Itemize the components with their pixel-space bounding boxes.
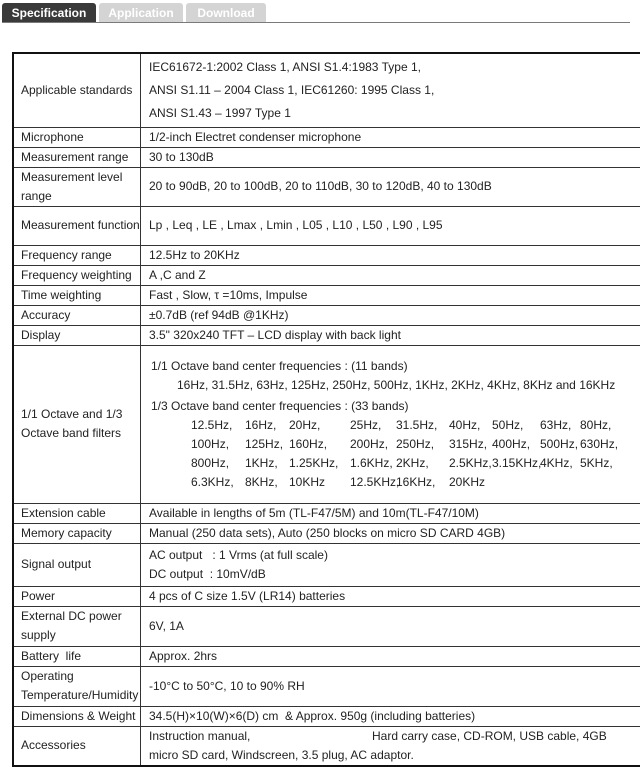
spec-label: 1/1 Octave and 1/3 Octave band filters	[13, 345, 141, 503]
third-octave-row: 6.3KHz, 8KHz, 10KHz 12.5KHz, 16KHz, 20KHz	[149, 473, 640, 492]
spec-label: Time weighting	[13, 285, 141, 305]
table-row	[13, 706, 640, 726]
table-row	[13, 206, 640, 245]
spec-label: Display	[13, 325, 141, 345]
spec-label: Applicable standards	[13, 53, 141, 127]
spec-table	[12, 52, 640, 767]
spec-table-wrapper	[12, 52, 640, 767]
table-row	[13, 726, 640, 766]
table-row	[13, 503, 640, 523]
table-row	[13, 53, 640, 127]
table-row	[13, 523, 640, 543]
tab-specification[interactable]: Specification	[2, 3, 96, 23]
spec-label: Microphone	[13, 127, 141, 147]
spec-value: 6V, 1A	[141, 606, 640, 646]
spec-value: Available in lengths of 5m (TL-F47/5M) and 10m(TL-F47/10M)	[141, 503, 640, 523]
spec-label: Measurement range	[13, 147, 141, 167]
tab-bar	[0, 0, 640, 24]
spec-value: AC output : 1 Vrms (at full scale) DC output : 10mV/dB	[141, 543, 640, 586]
spec-value: 30 to 130dB	[141, 147, 640, 167]
spec-label: Accessories	[13, 726, 141, 766]
spec-value: 34.5(H)×10(W)×6(D) cm & Approx. 950g (including batteries)	[141, 706, 640, 726]
table-row	[13, 543, 640, 586]
spec-value: Fast , Slow, τ =10ms, Impulse	[141, 285, 640, 305]
table-row	[13, 285, 640, 305]
spec-label: Battery life	[13, 646, 141, 666]
spec-label: Extension cable	[13, 503, 141, 523]
table-row	[13, 305, 640, 325]
table-row	[13, 147, 640, 167]
spec-label: Memory capacity	[13, 523, 141, 543]
table-row	[13, 325, 640, 345]
spec-label: Power	[13, 586, 141, 606]
table-row	[13, 167, 640, 206]
spec-label: External DC power supply	[13, 606, 141, 646]
spec-label: Measurement function	[13, 206, 141, 245]
spec-value: Lp , Leq , LE , Lmax , Lmin , L05 , L10 , L50 , L90 , L95	[141, 206, 640, 245]
octave-list: 16Hz, 31.5Hz, 63Hz, 125Hz, 250Hz, 500Hz, 1KHz, 2KHz, 4KHz, 8KHz and 16KHz	[149, 376, 640, 395]
spec-label: Frequency weighting	[13, 265, 141, 285]
table-row	[13, 606, 640, 646]
third-octave-header: 1/3 Octave band center frequencies : (33 bands)	[149, 397, 640, 416]
table-row	[13, 646, 640, 666]
table-row	[13, 345, 640, 503]
spec-value: Instruction manual, Hard carry case, CD-ROM, USB cable, 4GB micro SD card, Windscreen, 3.5 plug, AC adaptor.	[141, 726, 640, 766]
spec-label: Frequency range	[13, 245, 141, 265]
spec-value: 4 pcs of C size 1.5V (LR14) batteries	[141, 586, 640, 606]
table-row	[13, 586, 640, 606]
spec-value: IEC61672-1:2002 Class 1, ANSI S1.4:1983 Type 1, ANSI S1.11 – 2004 Class 1, IEC61260: 1995 Class 1, ANSI S1.43 – 1997 Type 1	[141, 53, 640, 127]
table-row	[13, 666, 640, 706]
spec-value: A ,C and Z	[141, 265, 640, 285]
table-row	[13, 265, 640, 285]
spec-value: -10°C to 50°C, 10 to 90% RH	[141, 666, 640, 706]
tab-application[interactable]: Application	[99, 3, 183, 23]
tab-underline	[2, 22, 630, 23]
spec-label: Signal output	[13, 543, 141, 586]
spec-label: Measurement level range	[13, 167, 141, 206]
spec-label: Accuracy	[13, 305, 141, 325]
third-octave-row: 12.5Hz, 16Hz, 20Hz, 25Hz, 31.5Hz, 40Hz, 50Hz, 63Hz, 80Hz,	[149, 416, 640, 435]
spec-label: Dimensions & Weight	[13, 706, 141, 726]
third-octave-row: 100Hz, 125Hz, 160Hz, 200Hz, 250Hz, 315Hz, 400Hz, 500Hz, 630Hz,	[149, 435, 640, 454]
third-octave-row: 800Hz, 1KHz, 1.25KHz, 1.6KHz, 2KHz, 2.5KHz, 3.15KHz, 4KHz, 5KHz,	[149, 454, 640, 473]
table-row	[13, 127, 640, 147]
spec-value	[141, 345, 640, 503]
spec-value: Manual (250 data sets), Auto (250 blocks on micro SD CARD 4GB)	[141, 523, 640, 543]
spec-value: 3.5" 320x240 TFT – LCD display with back light	[141, 325, 640, 345]
octave-header: 1/1 Octave band center frequencies : (11 bands)	[149, 357, 640, 376]
spec-value: 12.5Hz to 20KHz	[141, 245, 640, 265]
tab-download[interactable]: Download	[186, 3, 266, 23]
spec-value: Approx. 2hrs	[141, 646, 640, 666]
spec-value: 1/2-inch Electret condenser microphone	[141, 127, 640, 147]
spec-value: 20 to 90dB, 20 to 100dB, 20 to 110dB, 30 to 120dB, 40 to 130dB	[141, 167, 640, 206]
table-row	[13, 245, 640, 265]
spec-label: Operating Temperature/Humidity	[13, 666, 141, 706]
spec-value: ±0.7dB (ref 94dB @1KHz)	[141, 305, 640, 325]
